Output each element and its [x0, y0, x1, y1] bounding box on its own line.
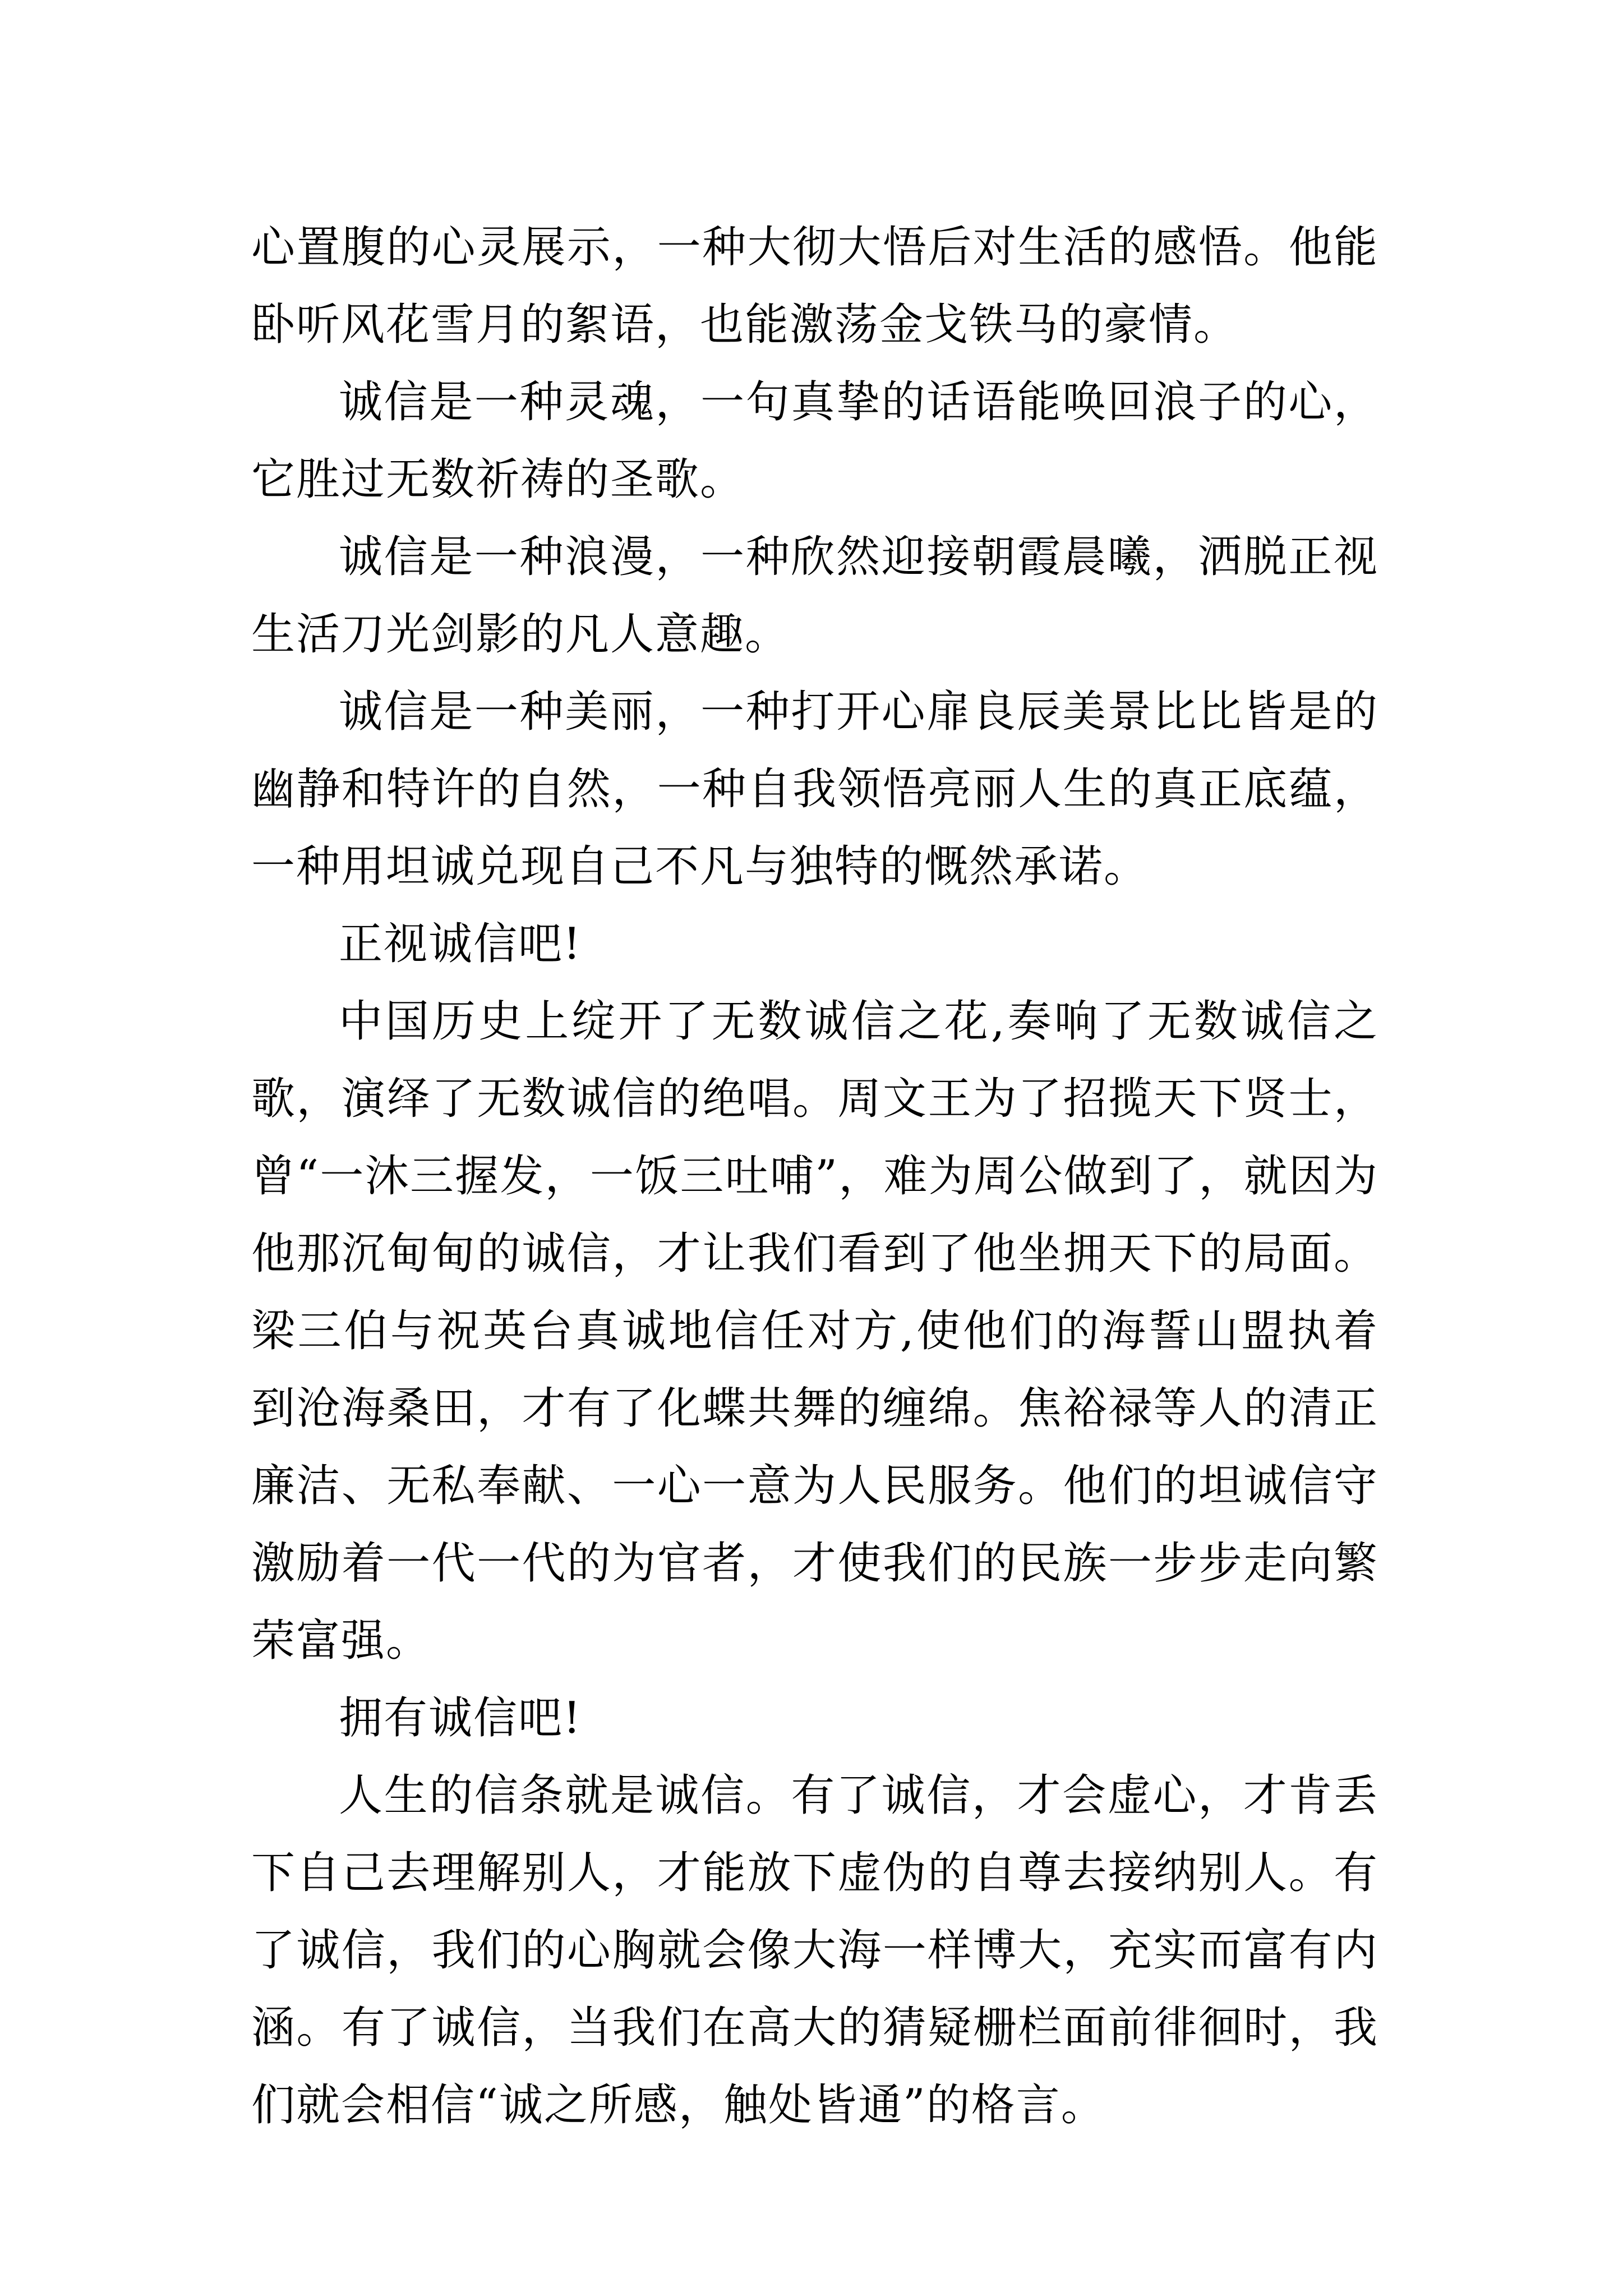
- document-body: [251, 209, 1378, 2144]
- paragraph: 人生的信条就是诚信。有了诚信，才会虚心，才肯丢下自己去理解别人，才能放下虚伪的自尊去接纳别人。有了诚信，我们的心胸就会像大海一样博大，充实而富有内涵。有了诚信，当我们在高大的猜疑栅栏面前徘徊时，我们就会相信“诚之所感，触处皆通”的格言。: [251, 1770, 1378, 2131]
- paragraph: 中国历史上绽开了无数诚信之花,奏响了无数诚信之歌，演绎了无数诚信的绝唱。周文王为了招揽天下贤士，曾“一沐三握发，一饭三吐哺”，难为周公做到了，就因为他那沉甸甸的诚信，才让我们看到了他坐拥天下的局面。梁三伯与祝英台真诚地信任对方,使他们的海誓山盟执着到沧海桑田，才有了化蝶共舞的缠绵。焦裕禄等人的清正廉洁、无私奉献、一心一意为人民服务。他们的坦诚信守激励着一代一代的为官者，才使我们的民族一步步走向繁荣富强。: [251, 996, 1378, 1666]
- paragraph: 心置腹的心灵展示，一种大彻大悟后对生活的感悟。他能卧听风花雪月的絮语，也能激荡金戈铁马的豪情。: [251, 222, 1378, 350]
- paragraph: 诚信是一种美丽，一种打开心扉良辰美景比比皆是的幽静和特许的自然，一种自我领悟亮丽人生的真正底蕴，一种用坦诚兑现自己不凡与独特的慨然承诺。: [251, 687, 1378, 892]
- paragraph: 诚信是一种浪漫，一种欣然迎接朝霞晨曦，洒脱正视生活刀光剑影的凡人意趣。: [251, 532, 1378, 660]
- paragraph: 诚信是一种灵魂，一句真挚的话语能唤回浪子的心，它胜过无数祈祷的圣歌。: [251, 377, 1378, 505]
- paragraph-heading: 正视诚信吧!: [339, 919, 582, 969]
- paragraph-heading: 拥有诚信吧!: [339, 1693, 582, 1743]
